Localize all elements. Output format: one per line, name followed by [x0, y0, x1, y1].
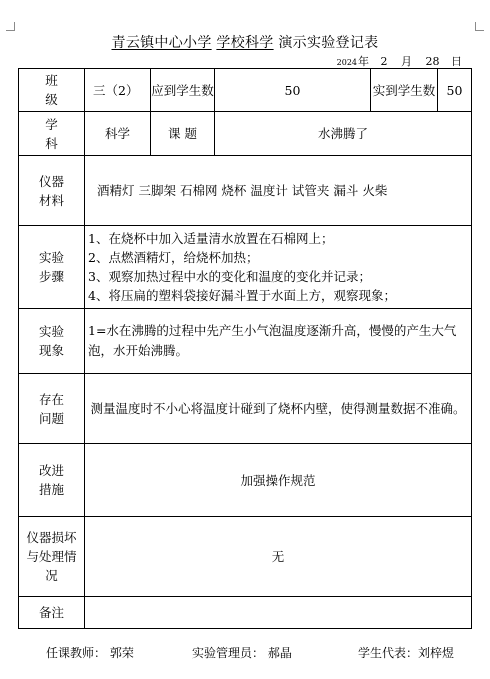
topic-value: 水沸腾了 — [215, 112, 472, 156]
subject-name: 学校科学 — [216, 35, 274, 51]
expected-students-value: 50 — [215, 69, 371, 112]
crop-mark-top-left — [6, 22, 15, 31]
date-line — [337, 53, 462, 69]
materials-value: 酒精灯 三脚架 石棉网 烧杯 温度计 试管夹 漏斗 火柴 — [85, 156, 472, 226]
steps-content — [85, 226, 472, 309]
phenomenon-row — [19, 309, 472, 374]
crop-mark-top-right — [475, 22, 484, 31]
subject-label: 学 科 — [19, 112, 85, 156]
manager-signature: 实验管理员： 郝晶 — [192, 646, 292, 660]
damage-value: 无 — [85, 517, 472, 597]
form-name: 演示实验登记表 — [278, 35, 379, 51]
phenomenon-label: 实验现象 — [19, 309, 85, 374]
date-month-suffix: 月 — [401, 55, 412, 68]
register-table — [18, 68, 472, 629]
actual-students-value: 50 — [438, 69, 472, 112]
date-day: 28 — [425, 55, 440, 68]
class-label: 班 级 — [19, 69, 85, 112]
class-row — [19, 69, 472, 112]
damage-label: 仪器损坏与处理情况 — [19, 517, 85, 597]
remark-row — [19, 597, 472, 629]
date-month: 2 — [380, 55, 388, 68]
improve-row — [19, 444, 472, 517]
problem-row — [19, 374, 472, 444]
actual-students-label: 实到学生数 — [371, 69, 438, 112]
form-title — [0, 32, 490, 52]
steps-label: 实验步骤 — [19, 226, 85, 309]
materials-label: 仪器材料 — [19, 156, 85, 226]
improve-value: 加强操作规范 — [85, 444, 472, 517]
expected-students-label: 应到学生数 — [151, 69, 215, 112]
class-value: 三（2） — [85, 69, 151, 112]
remark-value — [85, 597, 472, 629]
problem-label: 存在问题 — [19, 374, 85, 444]
phenomenon-value: 1=水在沸腾的过程中先产生小气泡温度逐渐升高，慢慢的产生大气泡，水开始沸腾。 — [85, 309, 472, 374]
step-4: 4、将压扁的塑料袋接好漏斗置于水面上方，观察现象； — [88, 288, 396, 303]
step-2: 2、点燃酒精灯，给烧杯加热； — [88, 250, 259, 265]
subject-row — [19, 112, 472, 156]
student-signature: 学生代表：刘梓煜 — [358, 646, 455, 660]
topic-label: 课 题 — [151, 112, 215, 156]
school-name: 青云镇中心小学 — [111, 35, 212, 51]
materials-row — [19, 156, 472, 226]
date-year: 2024 — [336, 58, 357, 67]
remark-label: 备注 — [19, 597, 85, 629]
step-3: 3、观察加热过程中水的变化和温度的变化并记录； — [88, 269, 371, 284]
subject-value: 科学 — [85, 112, 151, 156]
step-1: 1、在烧杯中加入适量清水放置在石棉网上； — [88, 231, 334, 246]
improve-label: 改进措施 — [19, 444, 85, 517]
date-year-suffix: 年 — [358, 55, 369, 68]
problem-value: 测量温度时不小心将温度计碰到了烧杯内壁，使得测量数据不准确。 — [85, 374, 472, 444]
steps-row — [19, 226, 472, 309]
date-day-suffix: 日 — [451, 55, 462, 68]
damage-row — [19, 517, 472, 597]
teacher-signature: 任课教师： 郭荣 — [46, 646, 134, 660]
